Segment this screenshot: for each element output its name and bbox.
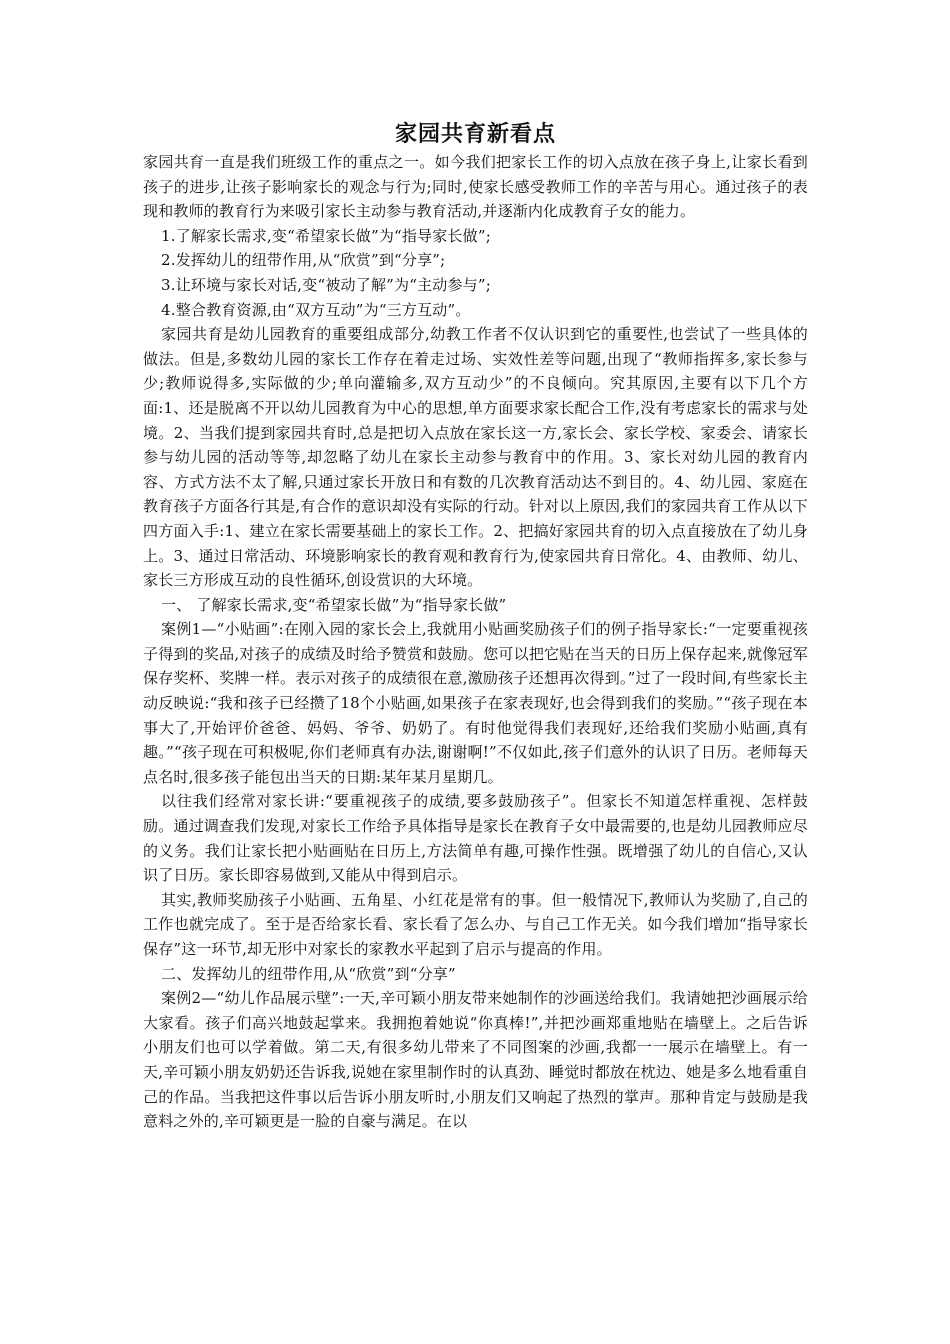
paragraph-case-1: 案例1—“小贴画”:在刚入园的家长会上,我就用小贴画奖励孩子们的例子指导家长:“一定要重视孩子得到的奖品,对孩子的成绩及时给予赞赏和鼓励。您可以把它贴在当天的日历上保存起来,就像冠军保存奖杯、奖牌一样。表示对孩子的成绩很在意,激励孩子还想再次得到。”过了一段时间,有些家长主动反映说:“我和孩子已经攒了18个小贴画,如果孩子在家表现好,也会得到我们的奖励。”“孩子现在本事大了,开始评价爸爸、妈妈、爷爷、奶奶了。有时他觉得我们表现好,还给我们奖励小贴画,真有趣。”“孩子现在可积极呢,你们老师真有办法,谢谢啊!”不仅如此,孩子们意外的认识了日历。老师每天点名时,很多孩子能包出当天的日期:某年某月星期几。 xyxy=(143,620,808,786)
document-title: 家园共育新看点 xyxy=(394,121,556,147)
list-item-2: 2.发挥幼儿的纽带作用,从“欣赏”到“分享”; xyxy=(161,251,446,270)
paragraph-analysis: 家园共育是幼儿园教育的重要组成部分,幼教工作者不仅认识到它的重要性,也尝试了一些具体的做法。但是,多数幼儿园的家长工作存在着走过场、实效性差等问题,出现了“教师指挥多,家长参与少;教师说得多,实际做的少;单向灌输多,双方互动少”的不良倾向。究其原因,主要有以下几个方面:1、还是脱离不开以幼儿园教育为中心的思想,单方面要求家长配合工作,没有考虑家长的需求与处境。2、当我们提到家园共育时,总是把切入点放在家长这一方,家长会、家长学校、家委会、请家长参与幼儿园的活动等等,却忽略了幼儿在家长主动参与教育中的作用。3、家长对幼儿园的教育内容、方式方法不太了解,只通过家长开放日和有数的几次教育活动达不到目的。4、幼儿园、家庭在教育孩子方面各行其是,有合作的意识却没有实际的行动。针对以上原因,我们的家园共育工作从以下四方面入手:1、建立在家长需要基础上的家长工作。2、把搞好家园共育的切入点直接放在了幼儿身上。3、通过日常活动、环境影响家长的教育观和教育行为,使家园共育日常化。4、由教师、幼儿、家长三方形成互动的良性循环,创设赏识的大环境。 xyxy=(143,325,808,590)
list-item-3: 3.让环境与家长对话,变“被动了解”为“主动参与”; xyxy=(161,275,492,294)
paragraph-intro: 家园共育一直是我们班级工作的重点之一。如今我们把家长工作的切入点放在孩子身上,让家长看到孩子的进步,让孩子影响家长的观念与行为;同时,使家长感受教师工作的辛苦与用心。通过孩子的表现和教师的教育行为来吸引家长主动参与教育活动,并逐渐内化成教育子女的能力。 xyxy=(143,153,808,221)
section-heading-2: 二、发挥幼儿的纽带作用,从“欣赏”到“分享” xyxy=(161,964,456,983)
list-item-1: 1.了解家长需求,变“希望家长做”为“指导家长做”; xyxy=(161,226,492,245)
list-item-4: 4.整合教育资源,由“双方互动”为“三方互动”。 xyxy=(161,300,471,319)
section-heading-1: 一、 了解家长需求,变“希望家长做”为“指导家长做” xyxy=(161,595,507,614)
paragraph-reflection-1: 以往我们经常对家长讲:“要重视孩子的成绩,要多鼓励孩子”。但家长不知道怎样重视、怎样鼓励。通过调查我们发现,对家长工作给予具体指导是家长在教育子女中最需要的,也是幼儿园教师应尽的义务。我们让家长把小贴画贴在日历上,方法简单有趣,可操作性强。既增强了幼儿的自信心,又认识了日历。家长即容易做到,又能从中得到启示。 xyxy=(143,792,808,885)
document-body xyxy=(143,118,808,1134)
paragraph-reflection-2: 其实,教师奖励孩子小贴画、五角星、小红花是常有的事。但一般情况下,教师认为奖励了,自己的工作也就完成了。至于是否给家长看、家长看了怎么办、与自己工作无关。如今我们增加“指导家长保存”这一环节,却无形中对家长的家教水平起到了启示与提高的作用。 xyxy=(143,890,808,958)
paragraph-case-2: 案例2—“幼儿作品展示壁”:一天,辛可颖小朋友带来她制作的沙画送给我们。我请她把沙画展示给大家看。孩子们高兴地鼓起掌来。我拥抱着她说“你真棒!”,并把沙画郑重地贴在墙壁上。之后告诉小朋友们也可以学着做。第二天,有很多幼儿带来了不同图案的沙画,我都一一展示在墙壁上。有一天,辛可颖小朋友奶奶还告诉我,说她在家里制作时的认真劲、睡觉时都放在枕边、她是多么地看重自己的作品。当我把这件事以后告诉小朋友听时,小朋友们又响起了热烈的掌声。那种肯定与鼓励是我意料之外的,辛可颖更是一脸的自豪与满足。在以 xyxy=(143,989,808,1131)
